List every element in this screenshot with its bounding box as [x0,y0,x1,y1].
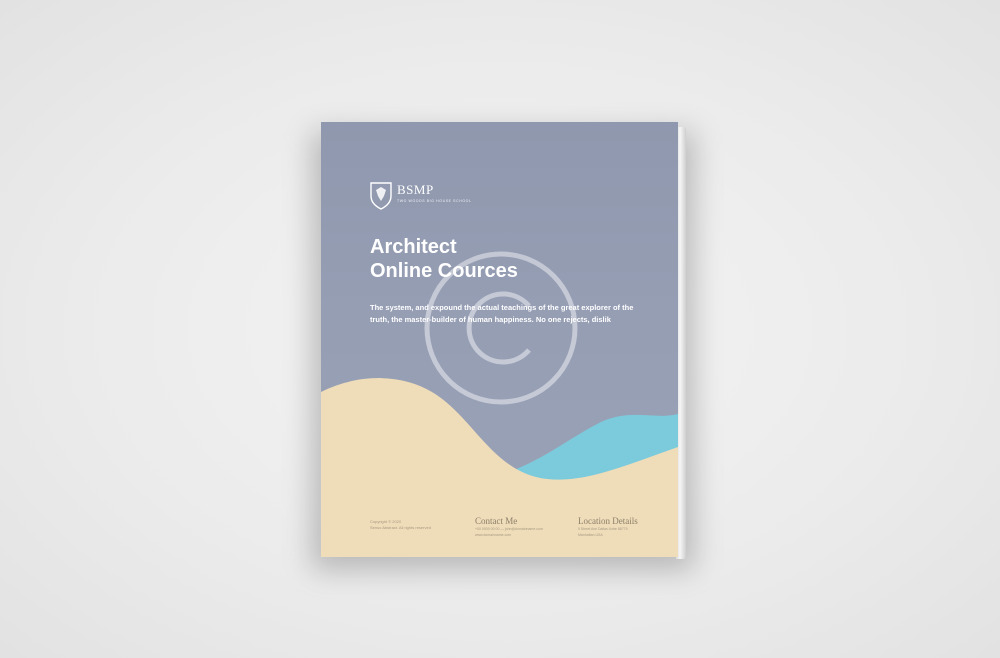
contact-line-2: www.domainname.com [475,533,512,537]
location-line-1: 0 Street Ave Dallas Uxbe 88779 [578,527,628,531]
copyright-line-2: Senso Abstract. All rights reserved [370,525,431,530]
location-line-2: Manhattan USA [578,533,603,537]
footer-copyright [370,519,460,531]
brand-logo [370,182,490,216]
contact-line-1: +00 0000 00 00 — john@domainname.com [475,527,543,531]
title-line-2: Online Cources [370,260,518,282]
shield-icon [370,182,392,210]
book-cover [321,122,678,557]
brand-tagline: TWO WOODS BIG HOUSE SCHOOL [397,199,472,203]
brand-name: BSMP [397,182,434,197]
footer-location [578,516,638,538]
contact-title: Contact Me [475,516,518,526]
location-title: Location Details [578,516,638,526]
cover-title [370,235,518,283]
title-line-1: Architect [370,236,457,258]
footer-contact [475,516,543,538]
cover-description: The system, and expound the actual teachings of the great explorer of the truth, the master-builder of human happiness. No one rejects, dislik [370,303,634,324]
copyright-line-1: Copyright © 2020 [370,519,402,524]
